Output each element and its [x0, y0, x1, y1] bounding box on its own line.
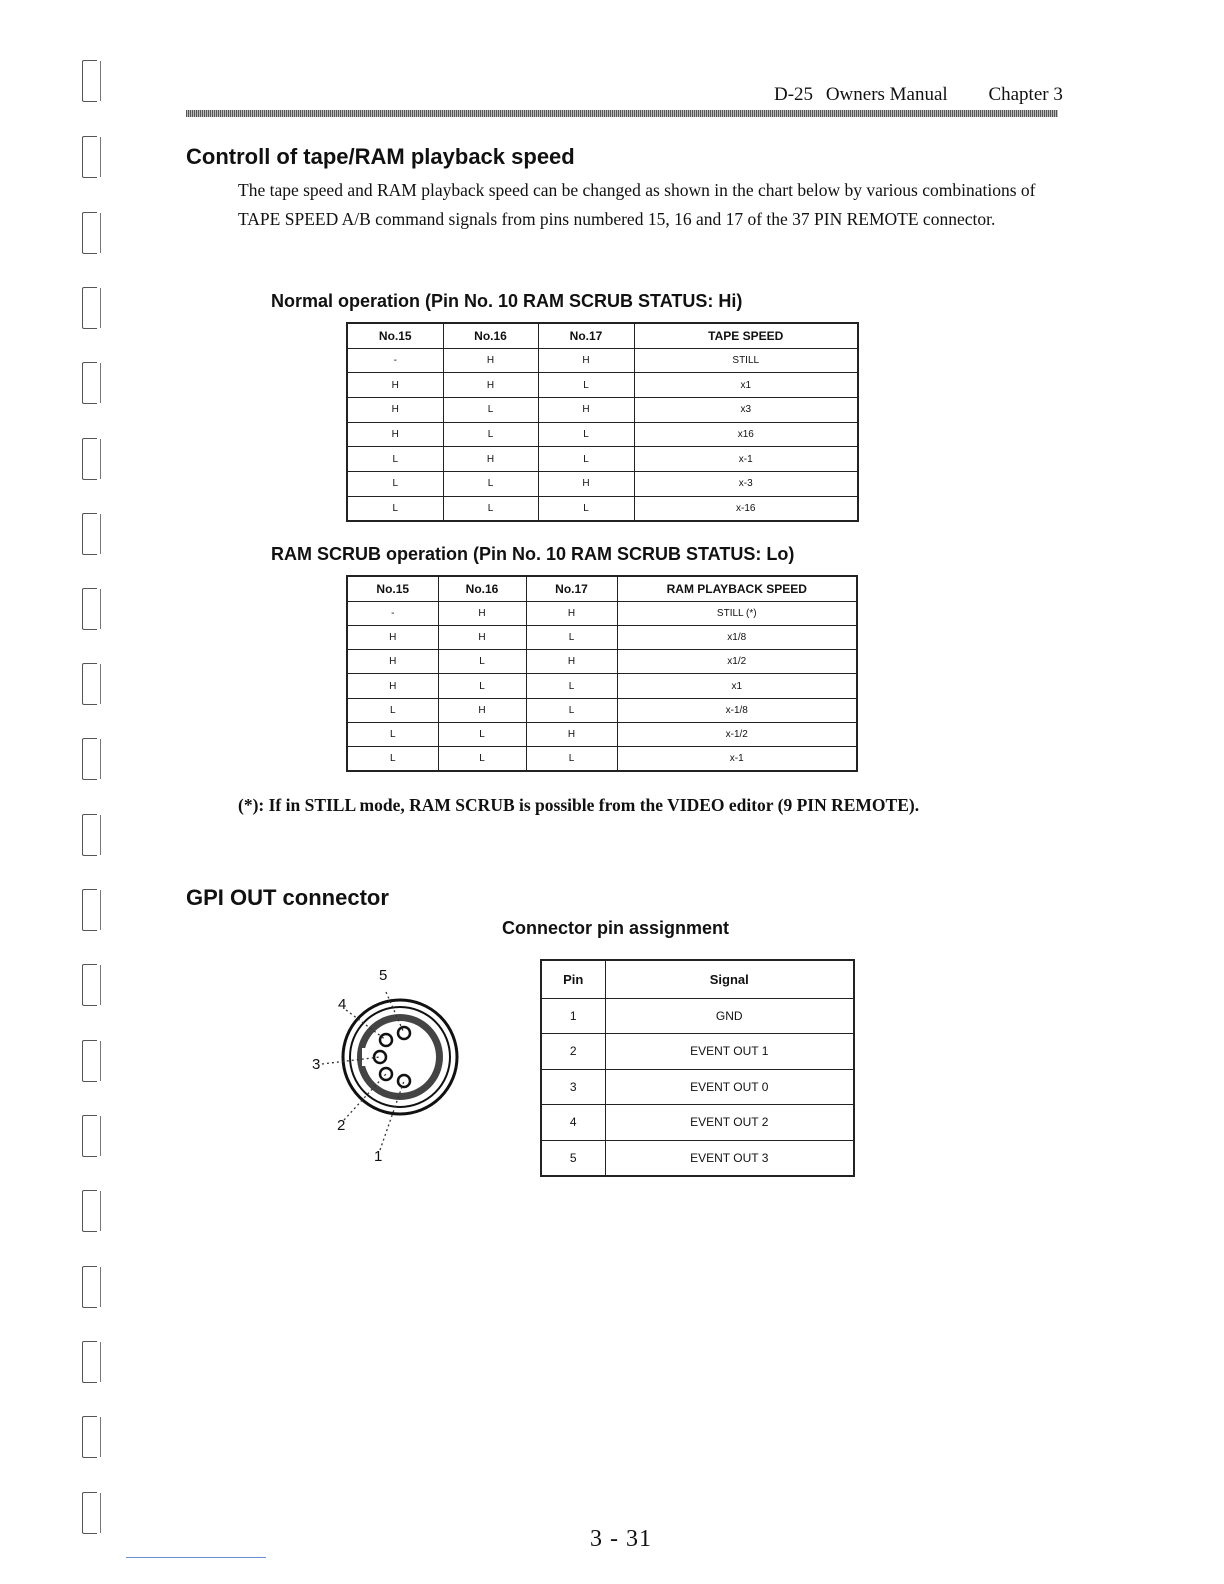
- header-rule: [186, 110, 1058, 117]
- table-cell: 3: [541, 1069, 605, 1105]
- table-cell: L: [347, 698, 438, 722]
- table-cell: H: [347, 625, 438, 649]
- table-row: [347, 650, 857, 674]
- pin-label-3: 3: [312, 1056, 321, 1073]
- binding-hole: [82, 136, 97, 178]
- pin-label-1: 1: [374, 1148, 383, 1165]
- bottom-rule: [126, 1557, 266, 1558]
- scrub-operation-table: [346, 575, 858, 772]
- table-cell: EVENT OUT 3: [605, 1140, 854, 1176]
- table-row: [541, 1069, 854, 1105]
- table-cell: L: [347, 447, 443, 472]
- header-chapter: Chapter 3: [988, 84, 1063, 105]
- table-header: RAM PLAYBACK SPEED: [617, 576, 857, 601]
- table-row: [347, 601, 857, 625]
- table-cell: EVENT OUT 1: [605, 1034, 854, 1070]
- table-header: TAPE SPEED: [634, 323, 858, 348]
- section-body-text: The tape speed and RAM playback speed can be changed as shown in the chart below by various combinations of TAPE SPEED A/B command signals from pins numbered 15, 16 and 17 of the 37 PIN REMOTE connector.: [238, 180, 1036, 229]
- table-row: [347, 422, 858, 447]
- table-cell: 2: [541, 1034, 605, 1070]
- table-cell: -: [347, 348, 443, 373]
- table-cell: x-1: [634, 447, 858, 472]
- table-row: [347, 348, 858, 373]
- table-row: [347, 373, 858, 398]
- table-row: [541, 998, 854, 1034]
- table-cell: x1/8: [617, 625, 857, 649]
- table-cell: H: [347, 397, 443, 422]
- din-connector-icon: [300, 960, 480, 1170]
- table-cell: H: [443, 373, 538, 398]
- binding-hole: [82, 513, 97, 555]
- page-header: [774, 84, 1063, 106]
- footnote: (*): If in STILL mode, RAM SCRUB is possible from the VIDEO editor (9 PIN REMOTE).: [238, 795, 920, 815]
- page-number: 3 - 31: [590, 1526, 652, 1552]
- table-row: [347, 447, 858, 472]
- table-cell: L: [438, 674, 526, 698]
- table-cell: x-1: [617, 747, 857, 771]
- normal-operation-table: [346, 322, 859, 522]
- table-cell: x3: [634, 397, 858, 422]
- table-cell: L: [347, 747, 438, 771]
- table-row: [347, 471, 858, 496]
- binding-hole: [82, 1341, 97, 1383]
- table-cell: GND: [605, 998, 854, 1034]
- binding-hole: [82, 1266, 97, 1308]
- pin-label-5: 5: [379, 967, 388, 984]
- table-row: [347, 496, 858, 521]
- table-cell: x1: [634, 373, 858, 398]
- table-cell: STILL (*): [617, 601, 857, 625]
- table-cell: H: [538, 471, 634, 496]
- table-cell: x16: [634, 422, 858, 447]
- table-cell: L: [443, 496, 538, 521]
- table-cell: L: [538, 422, 634, 447]
- table-cell: L: [443, 471, 538, 496]
- table-row: [347, 625, 857, 649]
- pin-label-2: 2: [337, 1117, 346, 1134]
- table-header: No.16: [438, 576, 526, 601]
- table-cell: H: [438, 601, 526, 625]
- binding-hole: [82, 588, 97, 630]
- table-header: No.15: [347, 576, 438, 601]
- table-cell: EVENT OUT 0: [605, 1069, 854, 1105]
- table-cell: L: [526, 674, 617, 698]
- binding-hole: [82, 1040, 97, 1082]
- table-cell: 5: [541, 1140, 605, 1176]
- pin-assignment-table: [540, 959, 855, 1177]
- table-cell: H: [438, 698, 526, 722]
- table-cell: x1: [617, 674, 857, 698]
- table-header: Pin: [541, 960, 605, 998]
- table-cell: H: [347, 650, 438, 674]
- binding-hole: [82, 964, 97, 1006]
- table-cell: x-3: [634, 471, 858, 496]
- table-cell: L: [538, 496, 634, 521]
- binding-hole: [82, 438, 97, 480]
- binding-hole: [82, 738, 97, 780]
- pin-label-4: 4: [338, 996, 347, 1013]
- table-cell: L: [438, 747, 526, 771]
- table-cell: L: [438, 650, 526, 674]
- table-cell: L: [438, 722, 526, 746]
- table-cell: H: [538, 397, 634, 422]
- binding-hole: [82, 287, 97, 329]
- table-header: No.15: [347, 323, 443, 348]
- table-cell: H: [443, 348, 538, 373]
- table-header: Signal: [605, 960, 854, 998]
- binding-hole: [82, 212, 97, 254]
- table-cell: 4: [541, 1105, 605, 1141]
- table-cell: L: [538, 373, 634, 398]
- table-cell: H: [526, 650, 617, 674]
- table-cell: H: [526, 601, 617, 625]
- table-cell: H: [438, 625, 526, 649]
- binding-hole: [82, 60, 97, 102]
- section-title-playback-speed: Controll of tape/RAM playback speed: [186, 144, 575, 169]
- binding-hole: [82, 663, 97, 705]
- binding-hole: [82, 1416, 97, 1458]
- table-cell: H: [347, 422, 443, 447]
- table-cell: L: [347, 471, 443, 496]
- binding-hole: [82, 814, 97, 856]
- scrub-operation-title: RAM SCRUB operation (Pin No. 10 RAM SCRUB STATUS: Lo): [271, 544, 795, 564]
- table-row: [347, 674, 857, 698]
- table-cell: x1/2: [617, 650, 857, 674]
- table-cell: L: [443, 397, 538, 422]
- table-row: [347, 698, 857, 722]
- table-cell: L: [347, 496, 443, 521]
- binding-hole: [82, 1492, 97, 1534]
- table-cell: H: [538, 348, 634, 373]
- table-cell: L: [443, 422, 538, 447]
- table-header: No.17: [526, 576, 617, 601]
- header-manual: Owners Manual: [825, 84, 948, 105]
- table-cell: H: [526, 722, 617, 746]
- table-cell: H: [443, 447, 538, 472]
- table-cell: x-1/2: [617, 722, 857, 746]
- table-cell: H: [347, 373, 443, 398]
- table-header: No.16: [443, 323, 538, 348]
- table-row: [347, 747, 857, 771]
- table-row: [347, 397, 858, 422]
- table-row: [541, 1140, 854, 1176]
- table-cell: L: [526, 747, 617, 771]
- table-cell: H: [347, 674, 438, 698]
- table-cell: EVENT OUT 2: [605, 1105, 854, 1141]
- table-header: No.17: [538, 323, 634, 348]
- table-cell: 1: [541, 998, 605, 1034]
- table-row: [347, 722, 857, 746]
- table-cell: x-1/8: [617, 698, 857, 722]
- table-cell: x-16: [634, 496, 858, 521]
- section-title-gpi-out: GPI OUT connector: [186, 885, 389, 910]
- binding-hole: [82, 1190, 97, 1232]
- pin-assignment-title: Connector pin assignment: [502, 918, 730, 938]
- table-row: [541, 1034, 854, 1070]
- header-doc: D-25: [774, 84, 814, 105]
- binding-hole: [82, 889, 97, 931]
- table-cell: -: [347, 601, 438, 625]
- table-cell: L: [538, 447, 634, 472]
- table-row: [541, 1105, 854, 1141]
- binding-hole: [82, 362, 97, 404]
- binding-hole: [82, 1115, 97, 1157]
- normal-operation-title: Normal operation (Pin No. 10 RAM SCRUB STATUS: Hi): [271, 291, 743, 311]
- table-cell: L: [347, 722, 438, 746]
- table-cell: STILL: [634, 348, 858, 373]
- table-cell: L: [526, 698, 617, 722]
- table-cell: L: [526, 625, 617, 649]
